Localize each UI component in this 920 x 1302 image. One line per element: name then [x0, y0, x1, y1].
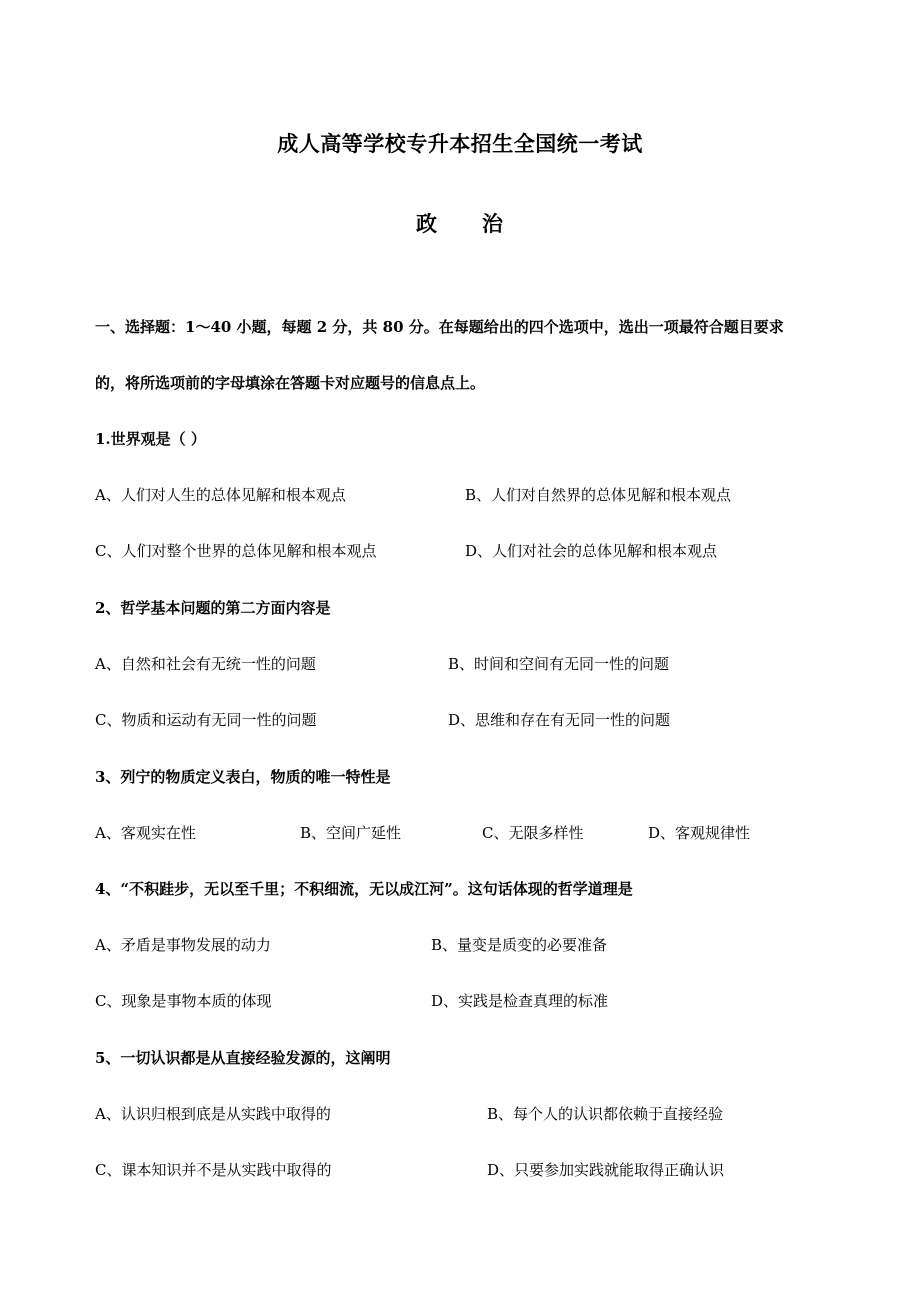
question-2-option-a: A、自然和社会有无统一性的问题 — [95, 655, 316, 673]
question-1-option-d: D、人们对社会的总体见解和根本观点 — [465, 542, 718, 560]
question-3-option-b: B、空间广延性 — [300, 824, 402, 842]
question-3-option-a: A、客观实在性 — [95, 824, 196, 842]
question-4-option-c: C、现象是事物本质的体现 — [95, 992, 272, 1010]
question-5-option-d: D、只要参加实践就能取得正确认识 — [487, 1161, 725, 1179]
question-2-option-b: B、时间和空间有无同一性的问题 — [448, 655, 670, 673]
section-instructions-line-2: 的，将所选项前的字母填涂在答题卡对应题号的信息点上。 — [95, 374, 486, 392]
question-3-stem: 3、列宁的物质定义表白，物质的唯一特性是 — [95, 768, 391, 786]
question-5-option-a: A、认识归根到底是从实践中取得的 — [95, 1105, 331, 1123]
question-4-option-d: D、实践是检查真理的标准 — [431, 992, 609, 1010]
question-1-option-a: A、人们对人生的总体见解和根本观点 — [95, 486, 346, 504]
question-5-stem: 5、一切认识都是从直接经验发源的，这阐明 — [95, 1049, 391, 1067]
question-4-option-b: B、量变是质变的必要准备 — [431, 936, 608, 954]
question-1-option-b: B、人们对自然界的总体见解和根本观点 — [465, 486, 732, 504]
section-instructions-line-1: 一、选择题：1～40 小题，每题 2 分，共 80 分。在每题给出的四个选项中，选出一项最符合题目要求 — [95, 318, 784, 336]
question-3-option-d: D、客观规律性 — [648, 824, 751, 842]
question-3-option-c: C、无限多样性 — [482, 824, 584, 842]
subject-title-first-char: 政 — [416, 211, 437, 236]
question-1-option-c: C、人们对整个世界的总体见解和根本观点 — [95, 542, 377, 560]
question-1-stem: 1.世界观是（ ） — [95, 430, 206, 448]
exam-title: 成人高等学校专升本招生全国统一考试 — [277, 131, 643, 156]
question-5-option-c: C、课本知识并不是从实践中取得的 — [95, 1161, 332, 1179]
question-2-option-c: C、物质和运动有无同一性的问题 — [95, 711, 317, 729]
subject-title-second-char: 治 — [482, 211, 503, 236]
question-2-stem: 2、哲学基本问题的第二方面内容是 — [95, 599, 331, 617]
question-4-option-a: A、矛盾是事物发展的动力 — [95, 936, 271, 954]
question-5-option-b: B、每个人的认识都依赖于直接经验 — [487, 1105, 724, 1123]
question-2-option-d: D、思维和存在有无同一性的问题 — [448, 711, 671, 729]
question-4-stem: 4、“不积跬步，无以至千里；不积细流，无以成江河”。这句话体现的哲学道理是 — [95, 880, 633, 898]
